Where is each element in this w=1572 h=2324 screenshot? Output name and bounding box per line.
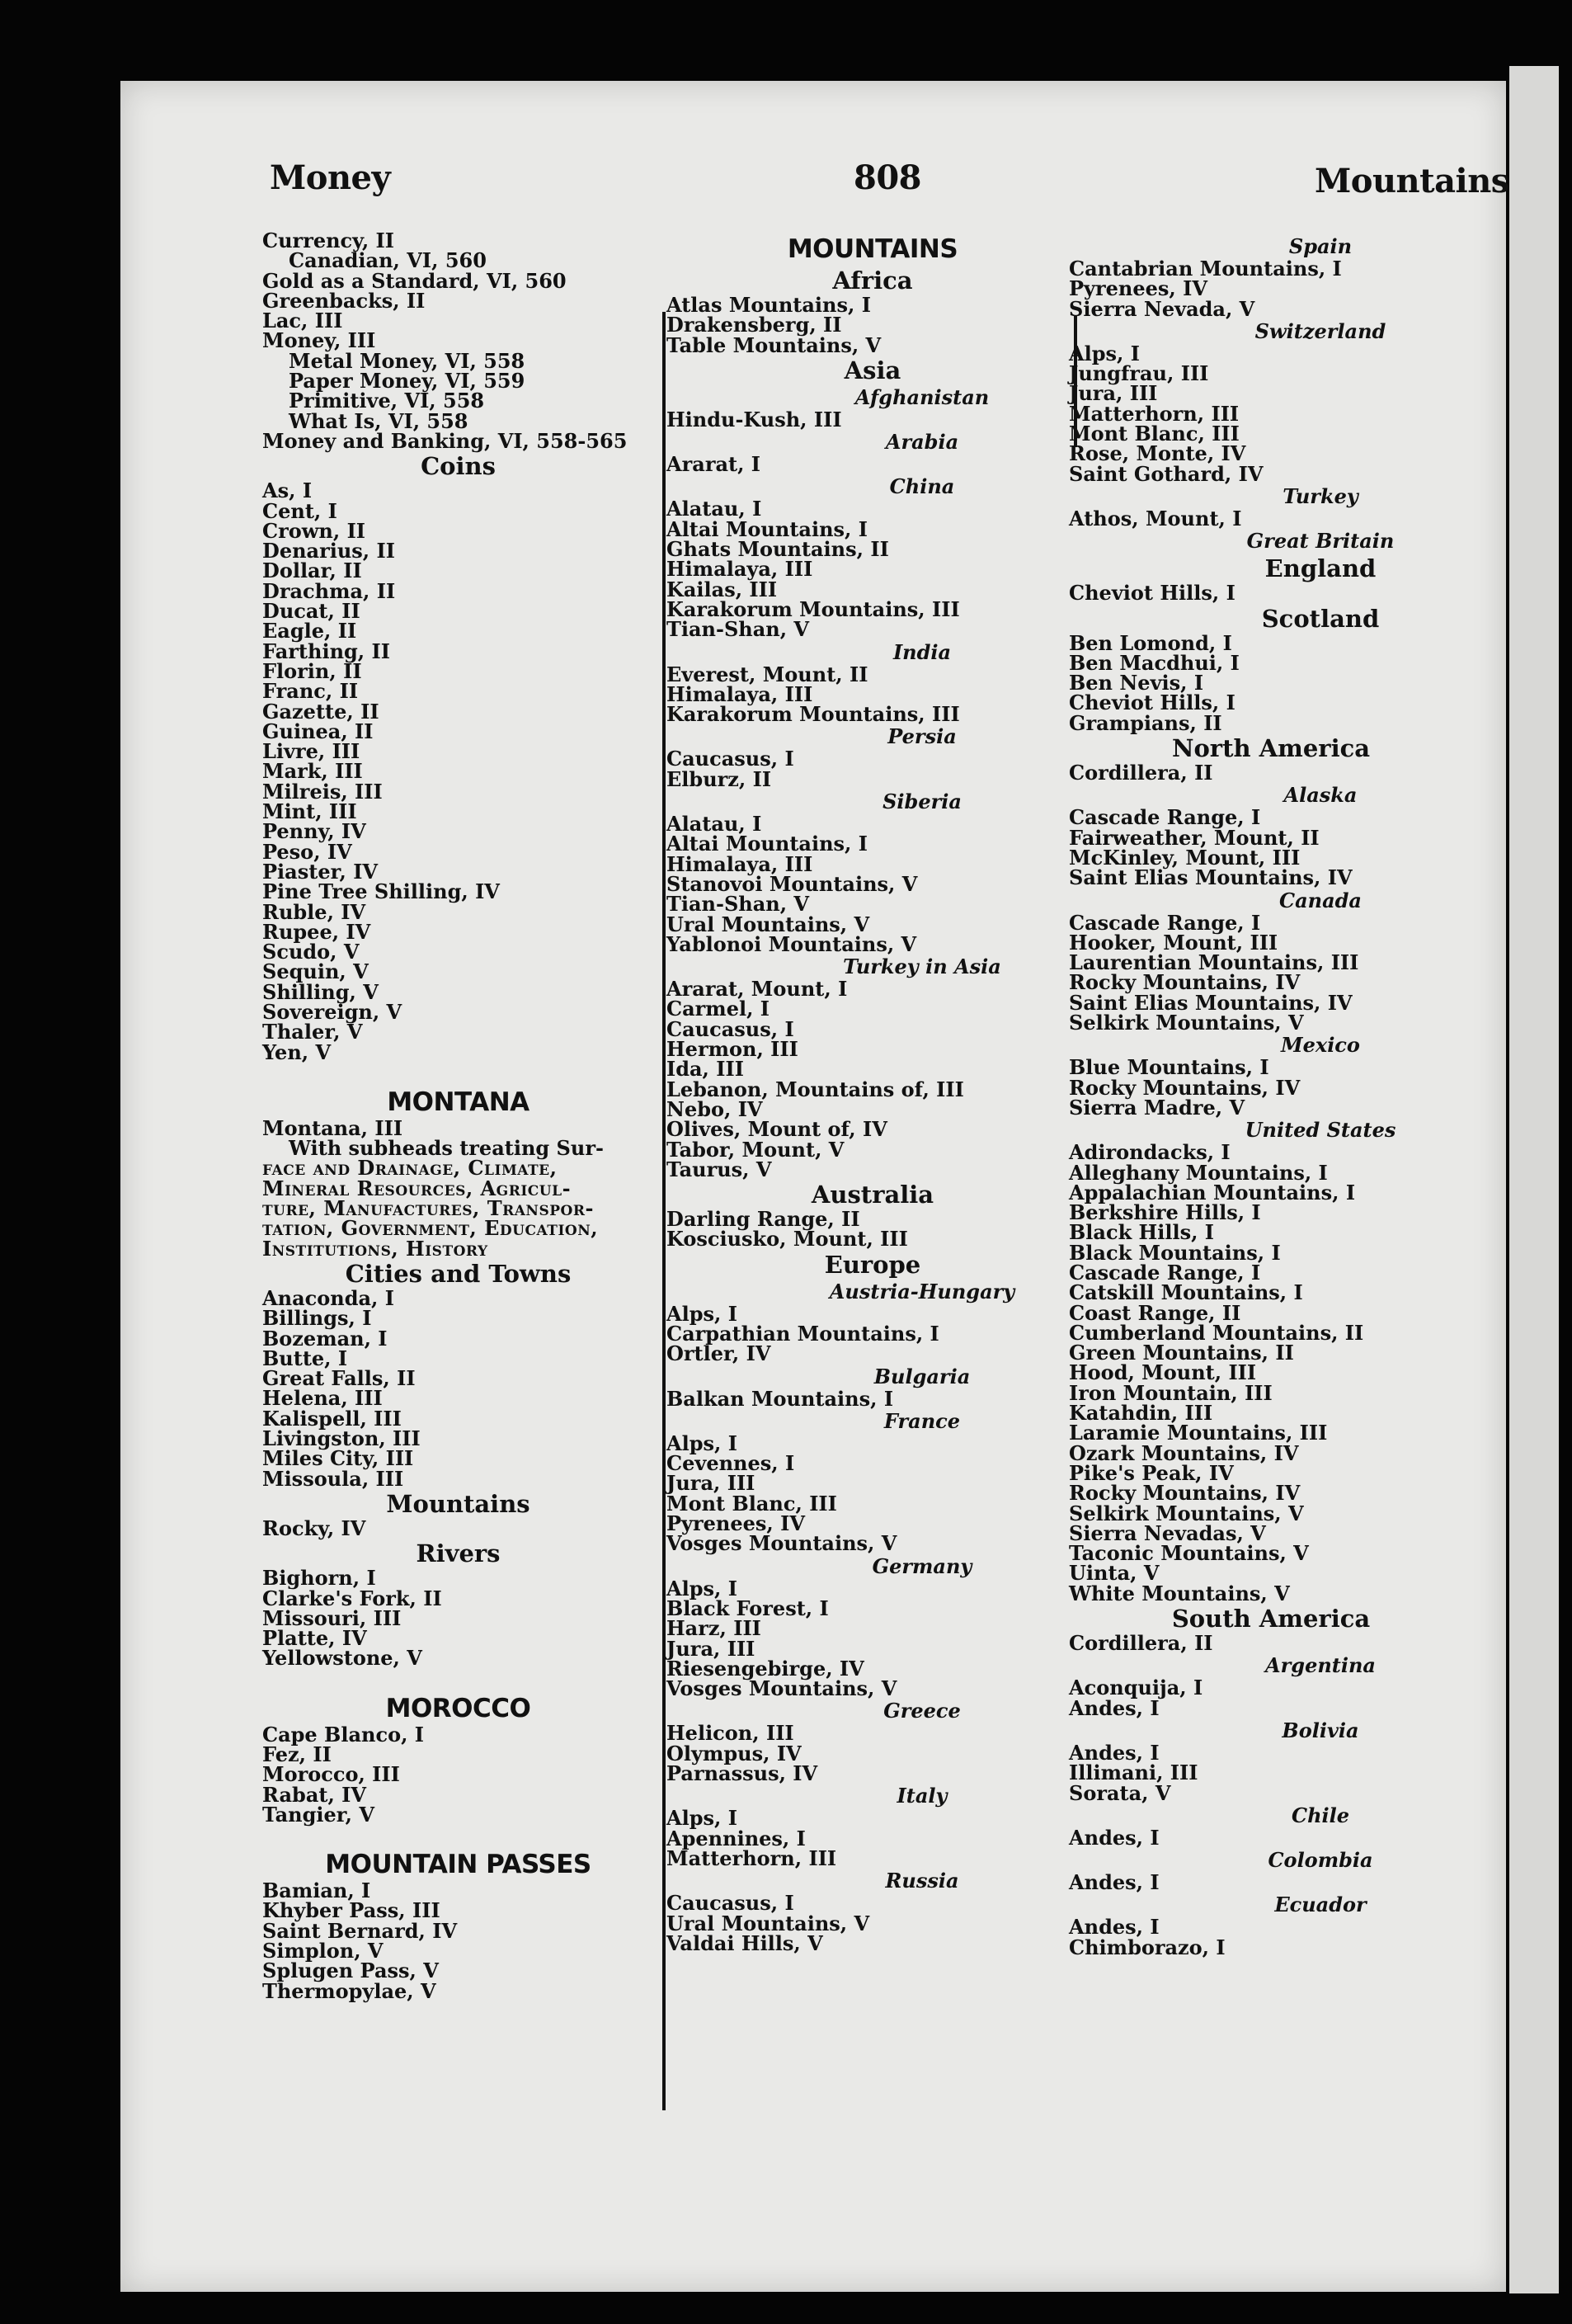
index-entry: Cordillera, II [1069,1631,1213,1656]
index-entry: Crown, II [262,518,366,543]
index-note-line: tation, Government, Education, [262,1216,599,1241]
index-entry: Mark, III [262,759,363,784]
region-heading: Siberia [882,790,962,814]
index-entry: Peso, IV [262,839,352,864]
index-subentry: Metal Money, VI, 558 [289,348,525,373]
index-entry: Drachma, II [262,578,396,603]
index-entry: Milreis, III [262,779,383,804]
index-entry: Mont Blanc, III [1069,422,1240,446]
index-entry: As, I [262,478,313,503]
index-entry: Greenbacks, II [262,288,426,313]
index-entry: Alatau, I [666,812,762,837]
index-entry: Cevennes, I [666,1451,795,1476]
index-entry: Andes, I [1069,1915,1160,1940]
index-entry: Livre, III [262,739,360,764]
index-note-line: face and Drainage, Climate, [262,1156,558,1181]
region-heading: Spain [1288,234,1353,258]
index-entry: Athos, Mount, I [1069,506,1242,530]
index-entry: Gold as a Standard, VI, 560 [262,268,567,293]
index-entry: Dollar, II [262,559,362,583]
index-entry: Yellowstone, V [262,1646,422,1671]
index-entry: Jura, III [666,1636,755,1661]
index-entry: Ruble, IV [262,899,366,924]
index-entry: Saint Elias Mountains, IV [1069,990,1353,1015]
index-entry: Clarke's Fork, II [262,1586,442,1610]
index-entry: Currency, II [262,229,394,252]
section-heading: Africa [832,266,913,295]
index-entry: Cheviot Hills, I [1069,691,1235,715]
index-entry: Sorata, V [1069,1780,1171,1805]
section-heading: North America [1171,734,1371,763]
index-entry: Saint Elias Mountains, IV [1069,865,1353,890]
index-entry: Hindu-Kush, III [666,407,842,431]
index-entry: Cheviot Hills, I [1069,581,1235,606]
section-heading: Cities and Towns [345,1259,572,1288]
index-entry: Appalachian Mountains, I [1069,1180,1356,1204]
index-entry: Yablonoi Mountains, V [666,931,917,956]
index-entry: Rocky, IV [262,1516,366,1540]
index-entry: Rocky Mountains, IV [1069,970,1301,995]
index-entry: Montana, III [262,1115,403,1140]
index-entry: Taurus, V [666,1157,772,1181]
index-entry: Gazette, II [262,699,379,724]
index-entry: Himalaya, III [666,851,813,876]
page-number: 808 [854,158,921,197]
region-heading: Turkey in Asia [843,955,1001,979]
index-entry: Ararat, I [666,452,761,477]
region-heading: Austria-Hungary [829,1279,1015,1303]
index-column-3 [1069,234,1473,1958]
index-entry: Farthing, II [262,639,390,663]
index-entry: Rocky Mountains, IV [1069,1075,1301,1100]
index-entry: Cascade Range, I [1069,1260,1261,1285]
index-entry: Iron Mountain, III [1069,1380,1273,1405]
index-entry: Caucasus, I [666,1891,794,1916]
index-entry: Berkshire Hills, I [1069,1200,1261,1225]
region-heading: Italy [897,1784,948,1808]
index-entry: Chimborazo, I [1069,1935,1226,1959]
index-entry: Tabor, Mount, V [666,1137,845,1162]
index-entry: Hermon, III [666,1037,798,1062]
index-entry: Rose, Monte, IV [1069,441,1246,466]
section-heading: South America [1171,1605,1371,1633]
index-entry: Simplon, V [262,1939,384,1963]
index-entry: Olives, Mount of, IV [666,1117,887,1142]
index-entry: Mint, III [262,799,357,824]
index-entry: Cent, I [262,498,337,523]
index-entry: Ararat, Mount, I [666,977,848,1002]
index-entry: Ortler, IV [666,1341,771,1366]
region-heading: Argentina [1265,1653,1376,1678]
index-entry: Catskill Mountains, I [1069,1280,1303,1305]
index-entry: Fairweather, Mount, II [1069,825,1320,850]
index-entry: Money and Banking, VI, 558-565 [262,428,628,453]
index-entry: Matterhorn, III [666,1846,837,1870]
index-entry: Yen, V [262,1039,332,1064]
index-entry: Karakorum Mountains, III [666,702,960,727]
index-entry: Shilling, V [262,979,379,1004]
index-entry: Carpathian Mountains, I [666,1321,939,1346]
index-subentry: Canadian, VI, 560 [289,248,487,273]
index-entry: Tian-Shan, V [666,617,810,642]
region-heading: Canada [1279,888,1362,912]
index-entry: Caucasus, I [666,1016,794,1041]
index-entry: Black Forest, I [666,1596,829,1620]
index-entry: Piaster, IV [262,859,379,884]
index-subentry: What Is, VI, 558 [289,408,468,433]
index-note-line: ture, Manufactures, Transpor- [262,1196,594,1221]
index-entry: Jura, III [666,1471,755,1496]
index-entry: White Mountains, V [1069,1581,1290,1605]
region-heading: Great Britain [1246,529,1395,554]
index-entry: Laurentian Mountains, III [1069,950,1359,975]
index-entry: Anaconda, I [262,1285,394,1310]
index-column-2 [666,233,1079,1954]
index-entry: Altai Mountains, I [666,516,868,541]
index-entry: Kosciusko, Mount, III [666,1227,908,1252]
index-entry: Thaler, V [262,1020,363,1044]
index-entry: Tian-Shan, V [666,892,810,917]
index-entry: Rupee, IV [262,919,371,944]
index-entry: Blue Mountains, I [1069,1055,1269,1080]
index-entry: Coast Range, II [1069,1300,1241,1325]
section-heading: Mountains [386,1489,530,1518]
index-entry: Harz, III [666,1616,761,1641]
index-entry: Vosges Mountains, V [666,1676,897,1701]
index-entry: Elburz, II [666,766,772,791]
region-heading: Greece [883,1699,961,1723]
index-entry: Illimani, III [1069,1761,1198,1785]
index-entry: Pyrenees, IV [1069,276,1207,301]
index-entry: Balkan Mountains, I [666,1386,894,1411]
index-entry: Lac, III [262,309,343,333]
major-heading: MONTANA [387,1087,529,1117]
region-heading: Switzerland [1254,318,1386,343]
major-heading: MOUNTAIN PASSES [325,1850,591,1880]
index-entry: Atlas Mountains, I [666,293,871,317]
index-entry: Rocky Mountains, IV [1069,1481,1301,1506]
index-entry: Penny, IV [262,819,366,844]
region-heading: Russia [885,1869,959,1893]
index-subentry: Paper Money, VI, 559 [289,369,525,394]
index-entry: Alatau, I [666,497,762,521]
running-head-left: Money [270,158,391,197]
section-heading: Rivers [416,1539,501,1568]
column-rule-left [662,312,666,2110]
index-entry: Ben Macdhui, I [1069,650,1240,675]
index-entry: Stanovoi Mountains, V [666,871,918,896]
index-entry: Cape Blanco, I [262,1722,425,1747]
index-entry: Alps, I [666,1806,737,1831]
region-heading: India [892,639,952,664]
region-heading: Persia [887,724,957,749]
index-entry: Himalaya, III [666,681,813,706]
index-entry: McKinley, Mount, III [1069,845,1301,870]
region-heading: United States [1245,1118,1396,1143]
region-heading: Arabia [885,430,959,455]
region-heading: Turkey [1283,483,1358,508]
region-heading: Bulgaria [873,1364,971,1388]
index-entry: Ben Nevis, I [1069,671,1204,695]
index-entry: Green Mountains, II [1069,1341,1294,1365]
major-heading: MOROCCO [385,1693,531,1723]
index-entry: Laramie Mountains, III [1069,1421,1328,1445]
index-entry: Black Hills, I [1069,1220,1215,1245]
index-entry: Guinea, II [262,719,374,743]
index-entry: Jungfrau, III [1069,361,1209,386]
index-entry: Aconquija, I [1069,1676,1203,1700]
index-entry: Eagle, II [262,619,357,643]
index-entry: Saint Bernard, IV [262,1918,458,1943]
index-entry: Uinta, V [1069,1561,1160,1586]
index-entry: Money, III [262,328,376,353]
index-entry: Andes, I [1069,1825,1160,1850]
index-entry: Table Mountains, V [666,332,882,357]
index-entry: Karakorum Mountains, III [666,596,960,621]
index-entry: Vosges Mountains, V [666,1531,897,1556]
section-heading: Asia [844,356,901,384]
region-heading: Mexico [1281,1033,1360,1058]
index-entry: Mont Blanc, III [666,1491,837,1516]
index-entry: Pike's Peak, IV [1069,1460,1234,1485]
index-entry: Alps, I [666,1301,737,1326]
region-heading: Bolivia [1282,1718,1359,1742]
index-entry: Caucasus, I [666,747,794,771]
index-note-line: Institutions, History [262,1236,488,1261]
index-entry: Selkirk Mountains, V [1069,1011,1304,1035]
region-heading: Chile [1291,1803,1350,1827]
index-entry: Platte, IV [262,1626,367,1651]
index-entry: Cumberland Mountains, II [1069,1320,1364,1345]
index-entry: Cascade Range, I [1069,805,1261,830]
index-entry: Apennines, I [666,1826,806,1850]
index-entry: Bamian, I [262,1879,371,1903]
index-entry: Ducat, II [262,599,360,624]
index-entry: Ben Lomond, I [1069,630,1232,655]
index-entry: Kailas, III [666,577,778,601]
region-heading: Ecuador [1274,1893,1367,1917]
index-entry: Andes, I [1069,1695,1160,1720]
index-entry: Missouri, III [262,1605,402,1630]
index-entry: Carmel, I [666,997,770,1021]
section-heading: Coins [421,452,496,481]
index-entry: Billings, I [262,1306,372,1331]
subsection-heading: Scotland [1261,604,1380,633]
index-column-1 [262,231,654,2001]
index-entry: Helicon, III [666,1721,794,1746]
index-entry: Florin, II [262,658,362,683]
index-entry: Sierra Madre, V [1069,1095,1245,1120]
index-entry: Ozark Mountains, IV [1069,1440,1299,1465]
section-heading: Europe [824,1250,921,1279]
index-entry: Denarius, II [262,539,395,563]
index-entry: Franc, II [262,679,359,704]
major-heading: MOUNTAINS [787,234,958,264]
index-entry: Sovereign, V [262,999,402,1024]
region-heading: Colombia [1268,1848,1373,1873]
index-note-line: Mineral Resources, Agricul- [262,1176,572,1200]
index-entry: Fez, II [262,1742,332,1766]
index-entry: Riesengebirge, IV [666,1656,864,1681]
index-entry: Hooker, Mount, III [1069,930,1278,955]
index-entry: Alleghany Mountains, I [1069,1160,1328,1185]
adjacent-page-edge [1509,66,1559,2293]
index-entry: Livingston, III [262,1426,421,1451]
index-entry: Parnassus, IV [666,1761,818,1786]
index-entry: Pyrenees, IV [666,1511,805,1536]
index-entry: Jura, III [1069,381,1158,406]
index-subentry: Primitive, VI, 558 [289,389,485,413]
index-entry: Tangier, V [262,1802,374,1827]
index-entry: Lebanon, Mountains of, III [666,1077,964,1101]
index-entry: Valdai Hills, V [666,1930,823,1955]
index-entry: Ghats Mountains, II [666,537,889,562]
index-entry: Cascade Range, I [1069,910,1261,935]
index-entry: Bozeman, I [262,1326,388,1351]
running-head-right: Mountains [1315,162,1509,200]
index-entry: Altai Mountains, I [666,832,868,856]
index-entry: Cordillera, II [1069,761,1213,785]
index-entry: Himalaya, III [666,557,813,582]
region-heading: Afghanistan [854,384,990,409]
index-entry: Alps, I [1069,341,1140,365]
index-entry: Taconic Mountains, V [1069,1541,1309,1566]
index-entry: Everest, Mount, II [666,662,868,686]
index-entry: Hood, Mount, III [1069,1360,1257,1385]
index-entry: Splugen Pass, V [262,1959,439,1983]
index-entry: Butte, I [262,1346,348,1370]
index-entry: Bighorn, I [262,1566,376,1591]
index-entry: Morocco, III [262,1762,400,1787]
index-entry: Matterhorn, III [1069,401,1240,426]
region-heading: France [883,1408,961,1433]
index-entry: Pine Tree Shilling, IV [262,879,500,904]
index-entry: Black Mountains, I [1069,1240,1281,1265]
index-entry: Missoula, III [262,1466,404,1491]
index-entry: Katahdin, III [1069,1401,1213,1426]
index-entry: Sequin, V [262,959,369,984]
section-heading: Australia [811,1181,934,1209]
index-entry: Drakensberg, II [666,313,842,337]
index-entry: Ural Mountains, V [666,1911,870,1935]
index-entry: Sierra Nevada, V [1069,296,1255,321]
index-entry: Ural Mountains, V [666,912,870,936]
region-heading: China [889,474,955,499]
subsection-heading: England [1264,554,1377,583]
index-entry: Alps, I [666,1431,737,1455]
index-entry: Kalispell, III [262,1406,402,1431]
index-entry: Thermopylae, V [262,1978,436,2003]
index-entry: Cantabrian Mountains, I [1069,257,1342,280]
region-heading: Alaska [1283,783,1358,808]
index-entry: Great Falls, II [262,1366,416,1391]
index-entry: Ida, III [666,1057,744,1082]
index-entry: Darling Range, II [666,1207,860,1232]
index-entry: Scudo, V [262,940,360,964]
index-entry: Grampians, II [1069,710,1222,735]
index-entry: Sierra Nevadas, V [1069,1520,1266,1545]
index-entry: Adirondacks, I [1069,1140,1231,1165]
index-entry: Andes, I [1069,1870,1160,1895]
index-entry: Rabat, IV [262,1782,367,1807]
index-entry: Selkirk Mountains, V [1069,1501,1304,1525]
index-note-line: With subheads treating Sur- [289,1136,604,1161]
index-entry: Miles City, III [262,1446,414,1471]
index-note [262,1138,654,1259]
index-entry: Nebo, IV [666,1096,763,1121]
region-heading: Germany [872,1553,972,1578]
index-entry: Helena, III [262,1386,383,1411]
index-entry: Olympus, IV [666,1741,802,1765]
index-entry: Saint Gothard, IV [1069,461,1264,486]
index-entry: Khyber Pass, III [262,1898,440,1923]
index-entry: Alps, I [666,1576,737,1600]
index-entry: Andes, I [1069,1740,1160,1765]
